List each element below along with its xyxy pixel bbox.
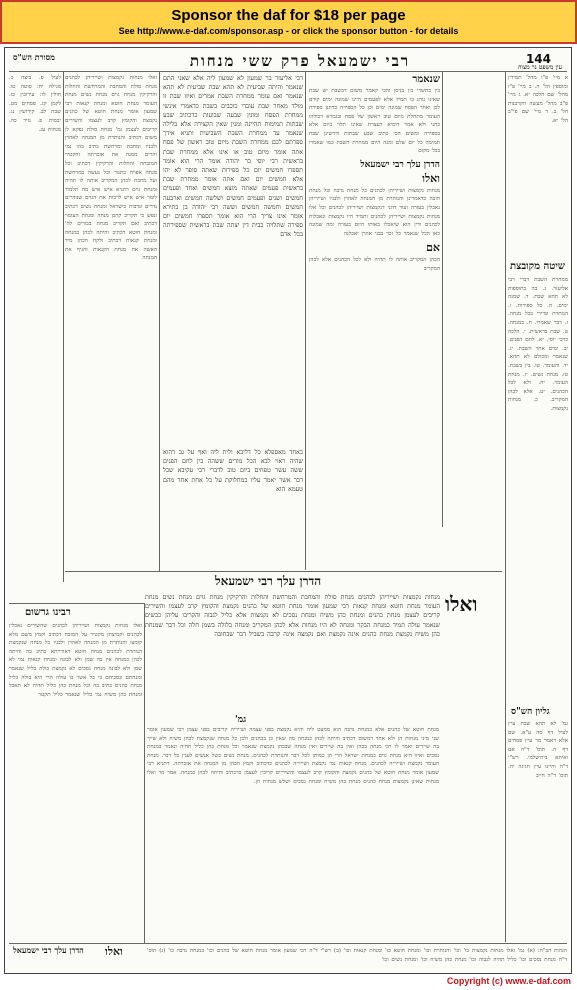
hadran-left: הדרן עלך רבי ישמעאל bbox=[13, 945, 84, 955]
sponsor-banner[interactable] bbox=[0, 0, 577, 44]
rule-right-margin bbox=[505, 72, 506, 942]
shita-mekubetzet-column: ממחרת השבת דברי רבי אליעזר. ג. בה בתוספות לא תהא שבת. ד. שמנה ימים. ה. כל ספירות. ו. הנותרת ומיירי בכל מנחה. ז. דבר שאמרו. ח. במנחה. ט. שבת בראשית. י. הלכה כרבי יוסי. יא. לחם הפנים. יב. ימים אחר השבת. יג. שנאמר ומכולם לא תהא. יד. והעומר. טו. בין בשבת. טז. מנחת נשים. יז. מנחת העומר. יח. ולא לכל הכהנים. יט. אלא לכהן המקריב. כ. מנחות נקמצות. bbox=[508, 277, 568, 412]
rule-tosafot bbox=[159, 72, 160, 572]
mishna-upper: ואלו bbox=[422, 171, 440, 185]
mishna-text: מנחות נקמצות ושייריהן לכהנים מנחת סולת והמחבת והמרחשת והחלות והרקיקין מנחת גוים מנחת נשים מנחת העומר מנחת חוטא ומנחת קנאות רבי שמעון אומר מנחת חוטא של כהנים נקמצת והקומץ קרב לעצמו והשירים קריבים לעצמן מנחת כהנים ומנחת כהן משיח ומנחת נסכים לא נקמצות אלא כליל לגבוה והקריבו עליהן כבשים שנאמר עולה תמיד כמנחת הבקר ומנחה לא היו מנחות אלא לכהן המקריב ומנחה בלולה בשמן חלה וכל דבר שמנחת כהן משיח נקמצת מנחת כהנים אינה נקמצת ואם נקמצה אינה קרבה בשביל דבר שבחובה bbox=[145, 594, 440, 638]
rabbeinu-gershom-heading: רבינו גרשום bbox=[25, 607, 71, 618]
copyright-footer: Copyright (c) www.e-daf.com bbox=[446, 976, 571, 986]
rabbeinu-gershom-column: ואלו מנחות נקמצות ושייריהן לכהנים שהשירים נאכלין לכהנים וקמיצתן מקטיר על המזבח דכתיב וקמץ משם מלא קומצו והנותרת מן המנחה לאהרן ולבניו כל מנחה שנקמצת הנותרת לכהנים מנחת חוטא דאורייתא כתיב בה והיתה לכהן כמנחה אין בה שמן ולא לבונה ומנחת קנאות נמי לא שמן ולא לבונה מנחת נסכים לא נקמצת כולה כליל שנאמר ומנחתם ונסכיהם כי כל אשר בו עולה הרי היא כולה כליל מנחת כהנים כתיב בה וכל מנחת כהן כליל תהיה לא תאכל ומנחת כהן משיח נמי כליל שנאמר כליל תקטר bbox=[9, 623, 142, 698]
mishna-rule bbox=[65, 571, 502, 572]
masoret-hashas-column: לעיל פ. ביצה כ. מגילה יח: סוטה טו. חולין לו: עירובין כז. לקמן קג. פסחים מט. שבת לב. קידושין נג. יבמות פ. נזיר כה. מנחות עג. bbox=[9, 75, 61, 133]
gemara-column: דבי אליעזר בר שמעון לא שמעון ליה אלא שאני התם שנאמר והיתה שביעית לא תהא שבת שביעית לא תהא שנאמר ואם עומר ממחרת השבת אמרים ואיזו שבת זו מולד מאחר שבת עובדי כוכבים בשבת כדאמרי אינשי ממחרת הפסח ומונין שבעה שבועות כדכתיב שבע שבתות תמימות תהיינה ומנין שאין הקצירה אלא בלילה שנאמר עד ממחרת השבת השביעית ותניא אידך ספרתם לכם ממחרת השבת מיום טוב ראשון של פסח אתה אומר מיום טוב או אינו אלא ממחרת שבת בראשית רבי יוסי בר יהודה אומר הרי הוא אומר תספרו חמשים יום כל ספירות שאתה סופר לא יהו אלא חמשים יום ואם אתה אומר ממחרת שבת בראשית פעמים שאתה מוצא חמשים ואחד ופעמים חמשים ושנים ופעמים חמשים ושלשה חמשים וארבעה חמשים וחמשה חמשים וששה רבי יהודה בן בתירא אומר אינו צריך הרי הוא אומר תספרו חמשים יום ספירה שתלויה בבית דין יצתה שבת בראשית שספירתה בכל אדם bbox=[163, 75, 303, 239]
running-head: רבי ישמעאל פרק ששי מנחות bbox=[189, 52, 411, 70]
ein-mishpat-column: א מיי' פ"ו מהל' תמידין ומוספין הל' ה. ב מיי' פ"ז מהל' שם הלכה יא. ג מיי' פ"ב מהל' מעשה הקרבנות הל' ב. ד מיי' שם פי"ב הל' יא. bbox=[508, 75, 568, 124]
am-dibur: אם bbox=[426, 241, 440, 255]
rule-lower-left bbox=[144, 603, 145, 943]
mishna-main-dibur: ואלו bbox=[445, 592, 478, 616]
shenaamar-dibur: שנאמר bbox=[412, 74, 440, 85]
hadran-upper: הדרן עלך רבי ישמעאל bbox=[360, 159, 440, 170]
gemara-continuation: כאחד מאספלא כל דליבא ולית ליה ואף על גב דהוא שהיה ראוי לבא הכל מודים ששהה בין לחם הפנים ששה עשר טפחים ביום טוב לדברי רבי עקיבא שכל דבר אשר יאמר עליו במחלוקת על כל אחת אחד מהם טעמא הוא bbox=[163, 449, 303, 493]
talmud-page bbox=[4, 47, 572, 974]
rashi-column: שנאמר בין בתשרי בין בניסן והכי קאמר משום דבשבת יש שבת שאינו נוהג בו תמיד אלא לפעמים היינו שמונה ימים קודם לכן ואחר הפסח שמונה ימים וכן כל הספירה כדתנן ספירת העומר מתחלת מיום טוב ראשון של פסח ובגמרא דכולהו כהני ולא אמר דומיא דעצרת שאינו תלוי ביום אלא בספירה ומשום הכי כתיב שבע שבתות ודרשינן שבת תמימה כל יום שלם ומנה היום ממחרת השבת כמו שאמרו בכל מקום הדרן עלך רבי ישמעאל ואלו מנחות נקמצות ושייריהן לכהנים כל מנחת נדבה וכל מנחת חובה כדאמרינן והנותרת מן המנחה לאהרן ולבניו ושייריהן נאכלין בעזרה ועוד דהני דנקמצות ושייריהן לכהנים וכל אלו מנחות נקמצות ושייריהן לכהנים ותמיד היו נקמצות ונאכלות לכהנים ודין הוא שיאכלו באותו היום בעזרה ומה שמונה כאן הכל שנאמר כל זכר בבני אהרן יאכלנה אם הכהן המקריב אותה לו תהיה ולא לכל הכהנים אלא לכהן המקריב bbox=[309, 74, 440, 272]
masoret-hashas-header: מסורת הש"ס bbox=[13, 52, 55, 62]
rule-gemara bbox=[305, 72, 306, 570]
sponsor-details: See http://www.e-daf.com/sponsor.asp - or click the sponsor button - for details bbox=[118, 26, 459, 36]
tosafot-column: ואלו מנחות נקמצות ושייריהן לכהנים מנחת סולת והמחבת והמרחשת והחלות והרקיקין מנחת גוים מנחת נשים מנחת העומר מנחת חוטא ומנחת קנאות רבי שמעון אומר מנחת חוטא של כהנים נקמצת והקומץ קרב לעצמו והשירים קריבים לעצמן גמ' מנחת סולת נפקא לן משום דכתיב והנותרת מן המנחה לאהרן ולבניו ומחבת ומרחשת כתיב בהו נמי והרים ממנה את אזכרתה והקטיר המזבחה והחלות והרקיקין דכתיב וכל מנחה אפויה בתנור וכל נעשה במרחשת ועל מחבת לכהן המקריב אותה לו תהיה ומנחת גוים דתניא איש איש מה תלמוד לומר איש איש לרבות את הגוים שנודרים נדרים ונדבות כישראל ומנחת נשים דכתיב ונפש כי תקריב קרבן מנחה ומנחת העומר דכתיב ואם תקריב מנחת בכורים לה' ומנחת חוטא דכתיב והיתה לכהן כמנחה ומנחת קנאות דכתיב ולקח הכהן מיד האשה את מנחת הקנאות והניף את המנחה bbox=[65, 75, 157, 262]
rule-left-margin bbox=[63, 72, 64, 582]
page-number: 144 bbox=[525, 52, 551, 66]
header-rule bbox=[9, 71, 567, 72]
bottom-notes: הגהות הב"ח: (א) גמ' ואלו מנחות נקמצות כו' וכו' והנותרת וכו' ומנחת חוטא כו' ומנחת קנאות וכו' (ב) רש"י ד"ה רבי שמעון אומר מנחת חוטא של כהנים וכו' כמנחת נדבה כו' (ג) תוס' ד"ה מנחת נסכים וכו' כליל תהיה לגבוה וכו' מנחת כהן משיח וכו' ומנחת נשים וכו' bbox=[147, 948, 567, 963]
ein-mishpat-header: עין משפט נר מצוה bbox=[517, 64, 563, 71]
mishna-left-dibur: ואלו bbox=[105, 945, 123, 958]
gilyon-heading: גליון הש"ס bbox=[511, 707, 550, 717]
shita-mekubetzet-heading: שיטה מקובצת bbox=[510, 261, 565, 272]
gemara-dibur: גמ' bbox=[235, 715, 247, 725]
hadran-main: הדרן עלך רבי ישמעאל bbox=[215, 574, 322, 588]
gershom-rule bbox=[9, 603, 144, 604]
rule-rashi bbox=[442, 72, 443, 527]
bottom-rule bbox=[9, 943, 567, 944]
lower-commentary: מנחת חוטא של כהנים אלא כמנחת נדבה הוא ממעט ליה והיא נקמצת בפני עצמה ושייריה קריבים בפני עצמן רבי שמעון אומר שני מיני מנחות הן ולא אחד דמשום דכתיב והיתה לכהן כמנחה מה שאין כן בכהנים ולכן כל מנחה שנקמצת לכהן משיח ולא שייך בה שיירים ואמר לו רבי מנחה בכהן ואין בה שיירים ואין מנחה שבכהן נקמצת שנאמר וכל מנחת כהן כליל תהיה ונאמר במנחת נסכים ואיזו היא מנחת גוים כמנחת ישראל הרי הן כמותן לכל דבר והנותרת לכהנים. מנחת נשים כשל אנשים לענין כל דבר. מנחת העומר נקמצת ושייריה לכהנים. מנחת קנאות נמי נקמצת ושייריה לכהנים כדכתיב וקמץ הכהן מן המנחה את אזכרתה. דתניא רבי שמעון אומר מנחת חוטא של כהנים נקמצת והקומץ קרב לעצמו והשיריים קריבין לעצמן כדכתיב והיתה לכהן כמנחה. אמר מר ואלו מנחות שאינן נקמצות מנחת כהנים מנחת כהן משיח ומנחת נסכים ושלש מנחות הן. bbox=[147, 727, 439, 785]
gilyon-column: גמ' לא תהא שבת עיין לעיל דף סה ע"א. שם אלא דאמר מר עיין פסחים דף ה. תוס' ד"ה אם ואיתא בירושלמי. רש"י ד"ה והיינו עיין חגיגה יח. תוס' ד"ה חייב bbox=[508, 721, 568, 779]
sponsor-title[interactable]: Sponsor the daf for $18 per page bbox=[171, 7, 406, 24]
